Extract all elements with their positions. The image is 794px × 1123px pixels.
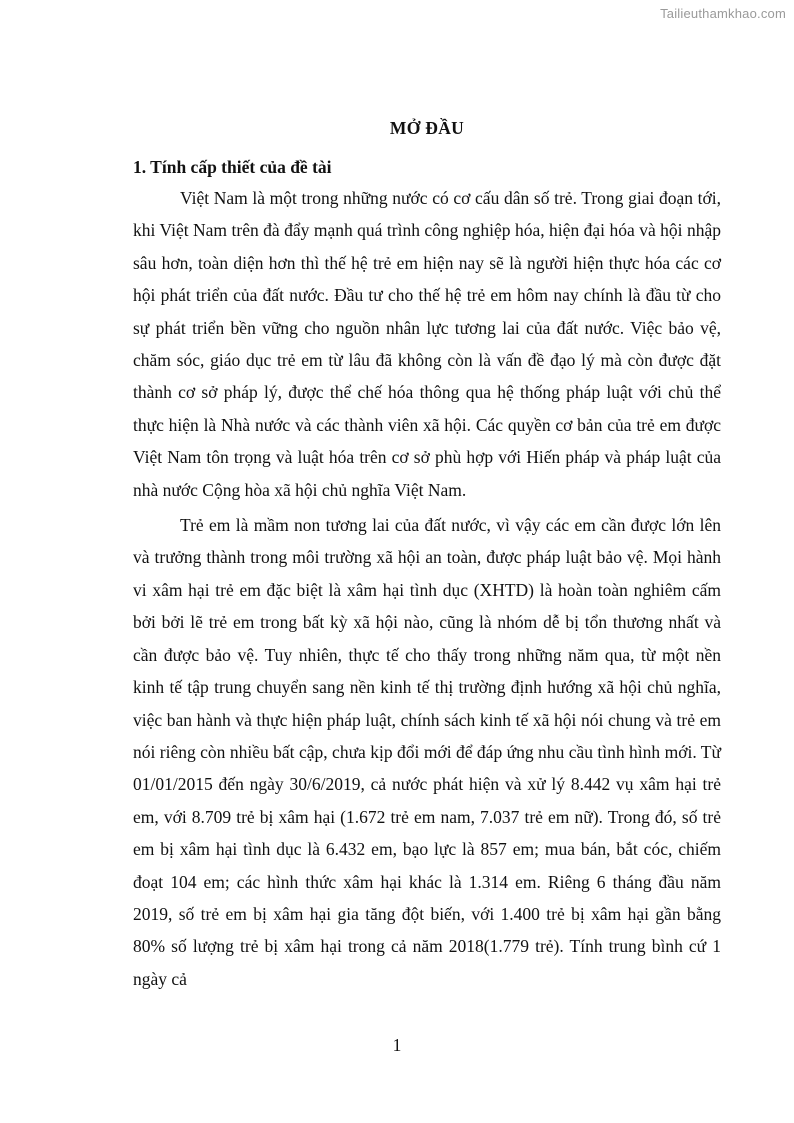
paragraph: Việt Nam là một trong những nước có cơ cấu dân số trẻ. Trong giai đoạn tới, khi Việt Nam trên đà đẩy mạnh quá trình công nghiệp hóa, hiện đại hóa và hội nhập sâu hơn, toàn diện hơn thì thế hệ trẻ em hiện nay sẽ là người hiện thực hóa các cơ hội phát triển của đất nước. Đầu tư cho thế hệ trẻ em hôm nay chính là đầu từ cho sự phát triển bền vững cho nguồn nhân lực tương lai của đất nước. Việc bảo vệ, chăm sóc, giáo dục trẻ em từ lâu đã không còn là vấn đề đạo lý mà còn được đặt thành cơ sở pháp lý, được thể chế hóa thông qua hệ thống pháp luật với chủ thể thực hiện là Nhà nước và các thành viên xã hội. Các quyền cơ bản của trẻ em được Việt Nam tôn trọng và luật hóa trên cơ sở phù hợp với Hiến pháp và pháp luật của nhà nước Cộng hòa xã hội chủ nghĩa Việt Nam. [133, 188, 721, 500]
document-page [133, 112, 721, 995]
page-number: 1 [392, 1035, 402, 1055]
section-title: 1. Tính cấp thiết của đề tài [133, 157, 332, 177]
page-title: MỞ ĐẦU [389, 118, 465, 138]
paragraph: Trẻ em là mầm non tương lai của đất nước, vì vậy các em cần được lớn lên và trưởng thành trong môi trường xã hội an toàn, được pháp luật bảo vệ. Mọi hành vi xâm hại trẻ em đặc biệt là xâm hại tình dục (XHTD) là hoàn toàn nghiêm cấm bởi bởi lẽ trẻ em trong bất kỳ xã hội nào, cũng là nhóm dễ bị tổn thương nhất và cần được bảo vệ. Tuy nhiên, thực tế cho thấy trong những năm qua, từ một nền kinh tế tập trung chuyển sang nền kinh tế thị trường định hướng xã hội chủ nghĩa, việc ban hành và thực hiện pháp luật, chính sách kinh tế xã hội nói chung và trẻ em nói riêng còn nhiều bất cập, chưa kịp đổi mới để đáp ứng nhu cầu tình hình mới. Từ 01/01/2015 đến ngày 30/6/2019, cả nước phát hiện và xử lý 8.442 vụ xâm hại trẻ em, với 8.709 trẻ bị xâm hại (1.672 trẻ em nam, 7.037 trẻ em nữ). Trong đó, số trẻ em bị xâm hại tình dục là 6.432 em, bạo lực là 857 em; mua bán, bắt cóc, chiếm đoạt 104 em; các hình thức xâm hại khác là 1.314 em. Riêng 6 tháng đầu năm 2019, số trẻ em bị xâm hại gia tăng đột biến, với 1.400 trẻ bị xâm hại gần bằng 80% số lượng trẻ bị xâm hại trong cả năm 2018(1.779 trẻ). Tính trung bình cứ 1 ngày cả [133, 515, 721, 989]
watermark: Tailieuthamkhao.com [660, 6, 786, 21]
